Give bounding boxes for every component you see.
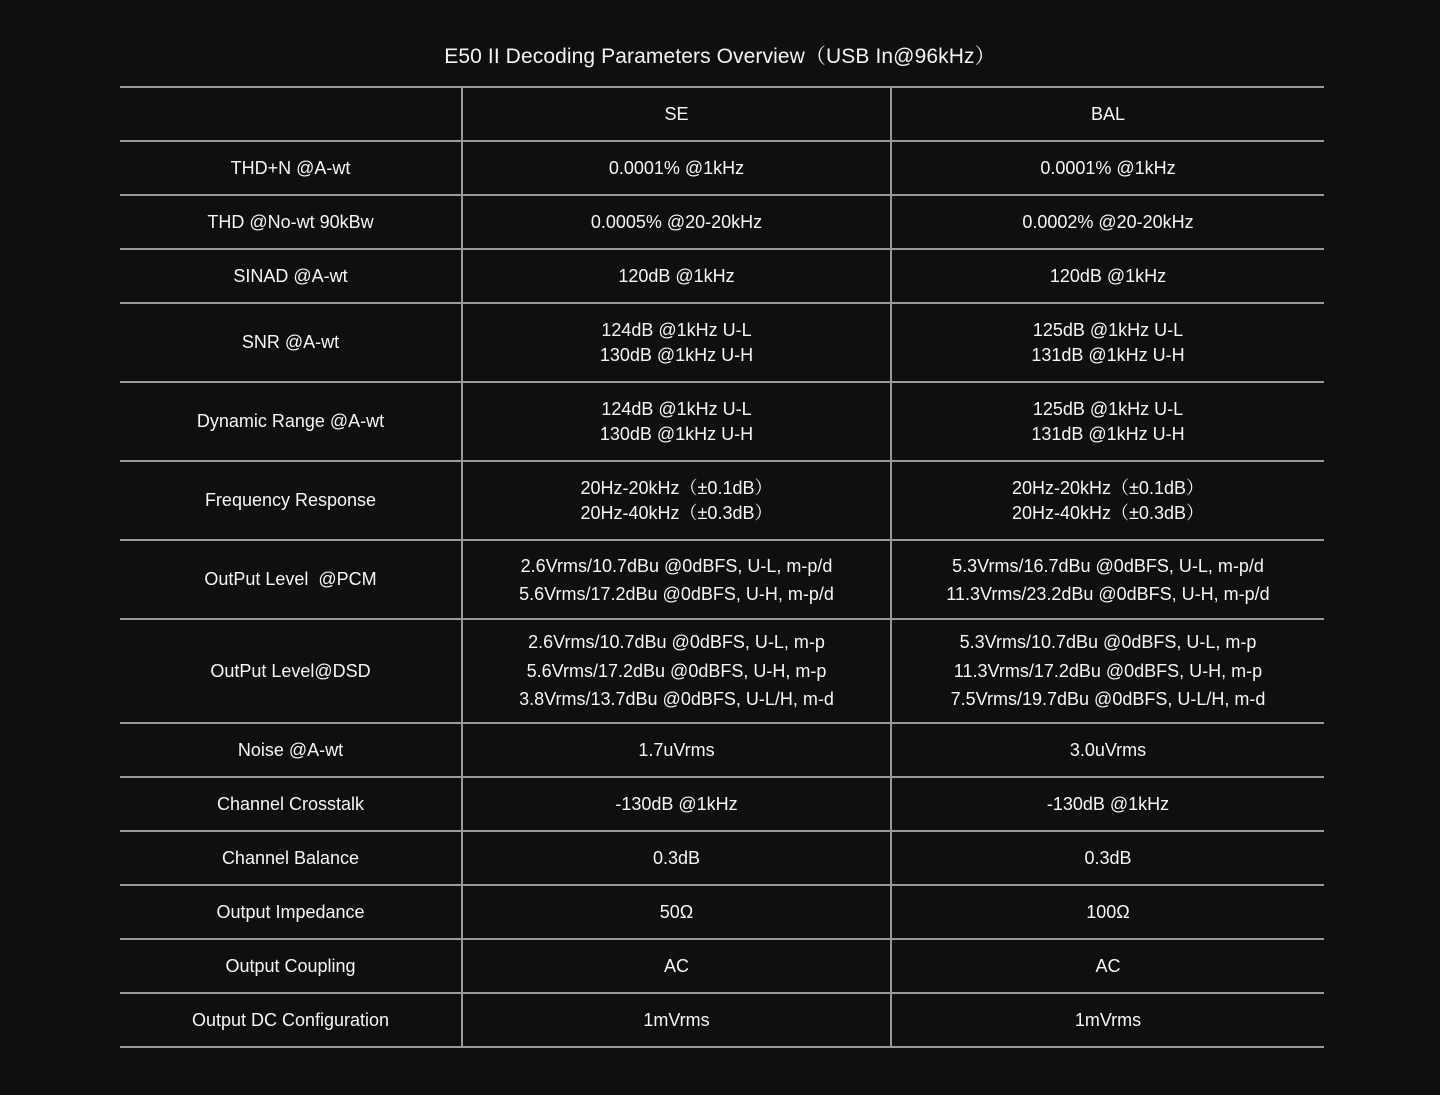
param-label: THD @No-wt 90kBw xyxy=(120,195,462,249)
se-value xyxy=(462,303,891,382)
se-value xyxy=(462,885,891,939)
header-cell-se: SE xyxy=(462,87,891,141)
table-row xyxy=(120,461,1324,540)
param-label: Output Impedance xyxy=(120,885,462,939)
bal-value xyxy=(891,723,1324,777)
table-row xyxy=(120,540,1324,619)
se-value-line: 2.6Vrms/10.7dBu @0dBFS, U-L, m-p/d xyxy=(520,555,833,576)
bal-value-line: -130dB @1kHz xyxy=(1046,793,1170,814)
param-label: OutPut Level @PCM xyxy=(120,540,462,619)
bal-value-line: 5.3Vrms/16.7dBu @0dBFS, U-L, m-p/d xyxy=(952,555,1264,576)
bal-value-line: 131dB @1kHz U-H xyxy=(1031,423,1185,444)
bal-value xyxy=(891,540,1324,619)
se-value-line: 0.3dB xyxy=(652,847,701,868)
bal-value-line: 7.5Vrms/19.7dBu @0dBFS, U-L/H, m-d xyxy=(950,689,1266,710)
se-value xyxy=(462,141,891,195)
param-label: Output DC Configuration xyxy=(120,993,462,1047)
se-value xyxy=(462,939,891,993)
se-value-line: 50Ω xyxy=(659,901,694,922)
bal-value-line: 0.3dB xyxy=(1084,847,1132,868)
se-value-line: 20Hz-40kHz（±0.3dB） xyxy=(580,502,773,523)
se-value xyxy=(462,382,891,461)
se-value-line: 1mVrms xyxy=(643,1009,710,1030)
param-label: Channel Crosstalk xyxy=(120,777,462,831)
bal-value-line: 131dB @1kHz U-H xyxy=(1031,344,1185,365)
page-title: E50 II Decoding Parameters Overview（USB In@96kHz） xyxy=(444,45,996,68)
table-row xyxy=(120,831,1324,885)
bal-value-line: 3.0uVrms xyxy=(1069,739,1147,760)
spec-table xyxy=(120,86,1324,1048)
se-value-line: 20Hz-20kHz（±0.1dB） xyxy=(580,477,773,498)
se-value-line: 124dB @1kHz U-L xyxy=(601,319,752,340)
se-value-line: 0.0001% @1kHz xyxy=(608,157,745,178)
table-row xyxy=(120,939,1324,993)
bal-value xyxy=(891,831,1324,885)
table-row xyxy=(120,382,1324,461)
table-row xyxy=(120,885,1324,939)
param-label: SINAD @A-wt xyxy=(120,249,462,303)
bal-value xyxy=(891,777,1324,831)
bal-value-line: 0.0002% @20-20kHz xyxy=(1022,211,1194,232)
table-row xyxy=(120,195,1324,249)
bal-value xyxy=(891,939,1324,993)
bal-value xyxy=(891,619,1324,723)
param-label: Dynamic Range @A-wt xyxy=(120,382,462,461)
bal-value-line: 100Ω xyxy=(1086,901,1130,922)
table-row xyxy=(120,619,1324,723)
param-label: Output Coupling xyxy=(120,939,462,993)
bal-value-line: 125dB @1kHz U-L xyxy=(1032,319,1184,340)
param-label: THD+N @A-wt xyxy=(120,141,462,195)
bal-value-line: 120dB @1kHz xyxy=(1049,265,1167,286)
bal-value-line: 20Hz-40kHz（±0.3dB） xyxy=(1012,502,1204,523)
table-row xyxy=(120,723,1324,777)
se-value xyxy=(462,723,891,777)
se-value-line: 124dB @1kHz U-L xyxy=(601,398,752,419)
bal-value-line: AC xyxy=(1095,955,1121,976)
se-value xyxy=(462,195,891,249)
header-cell-bal: BAL xyxy=(891,87,1324,141)
se-value xyxy=(462,777,891,831)
se-value-line: 130dB @1kHz U-H xyxy=(599,423,754,444)
param-label: SNR @A-wt xyxy=(120,303,462,382)
bal-value xyxy=(891,141,1324,195)
bal-value xyxy=(891,993,1324,1047)
se-value xyxy=(462,249,891,303)
bal-value-line: 0.0001% @1kHz xyxy=(1040,157,1176,178)
table-row xyxy=(120,249,1324,303)
se-value-line: 130dB @1kHz U-H xyxy=(599,344,754,365)
bal-value-line: 125dB @1kHz U-L xyxy=(1032,398,1184,419)
table-header-row xyxy=(120,87,1324,141)
se-value xyxy=(462,831,891,885)
table-row xyxy=(120,141,1324,195)
se-value-line: 2.6Vrms/10.7dBu @0dBFS, U-L, m-p xyxy=(528,632,825,653)
header-cell-empty xyxy=(120,87,462,141)
se-value-line: 5.6Vrms/17.2dBu @0dBFS, U-H, m-p/d xyxy=(519,583,834,604)
bal-value xyxy=(891,461,1324,540)
se-value xyxy=(462,540,891,619)
se-value xyxy=(462,993,891,1047)
bal-value xyxy=(891,303,1324,382)
param-label: Frequency Response xyxy=(120,461,462,540)
bal-value-line: 11.3Vrms/23.2dBu @0dBFS, U-H, m-p/d xyxy=(946,583,1270,604)
bal-value-line: 5.3Vrms/10.7dBu @0dBFS, U-L, m-p xyxy=(959,632,1257,653)
se-value-line: 3.8Vrms/13.7dBu @0dBFS, U-L/H, m-d xyxy=(519,689,834,710)
se-value-line: 120dB @1kHz xyxy=(618,265,735,286)
param-label: Channel Balance xyxy=(120,831,462,885)
table-row xyxy=(120,777,1324,831)
se-value-line: AC xyxy=(663,955,689,976)
table-row xyxy=(120,993,1324,1047)
param-label: Noise @A-wt xyxy=(120,723,462,777)
bal-value-line: 1mVrms xyxy=(1074,1009,1142,1030)
param-label: OutPut Level@DSD xyxy=(120,619,462,723)
se-value xyxy=(462,619,891,723)
bal-value xyxy=(891,195,1324,249)
bal-value xyxy=(891,885,1324,939)
table-row xyxy=(120,303,1324,382)
bal-value xyxy=(891,382,1324,461)
se-value-line: 1.7uVrms xyxy=(638,739,715,760)
bal-value-line: 20Hz-20kHz（±0.1dB） xyxy=(1012,477,1204,498)
bal-value xyxy=(891,249,1324,303)
se-value-line: 5.6Vrms/17.2dBu @0dBFS, U-H, m-p xyxy=(526,660,827,681)
bal-value-line: 11.3Vrms/17.2dBu @0dBFS, U-H, m-p xyxy=(953,660,1263,681)
se-value xyxy=(462,461,891,540)
se-value-line: -130dB @1kHz xyxy=(615,793,738,814)
se-value-line: 0.0005% @20-20kHz xyxy=(590,211,763,232)
